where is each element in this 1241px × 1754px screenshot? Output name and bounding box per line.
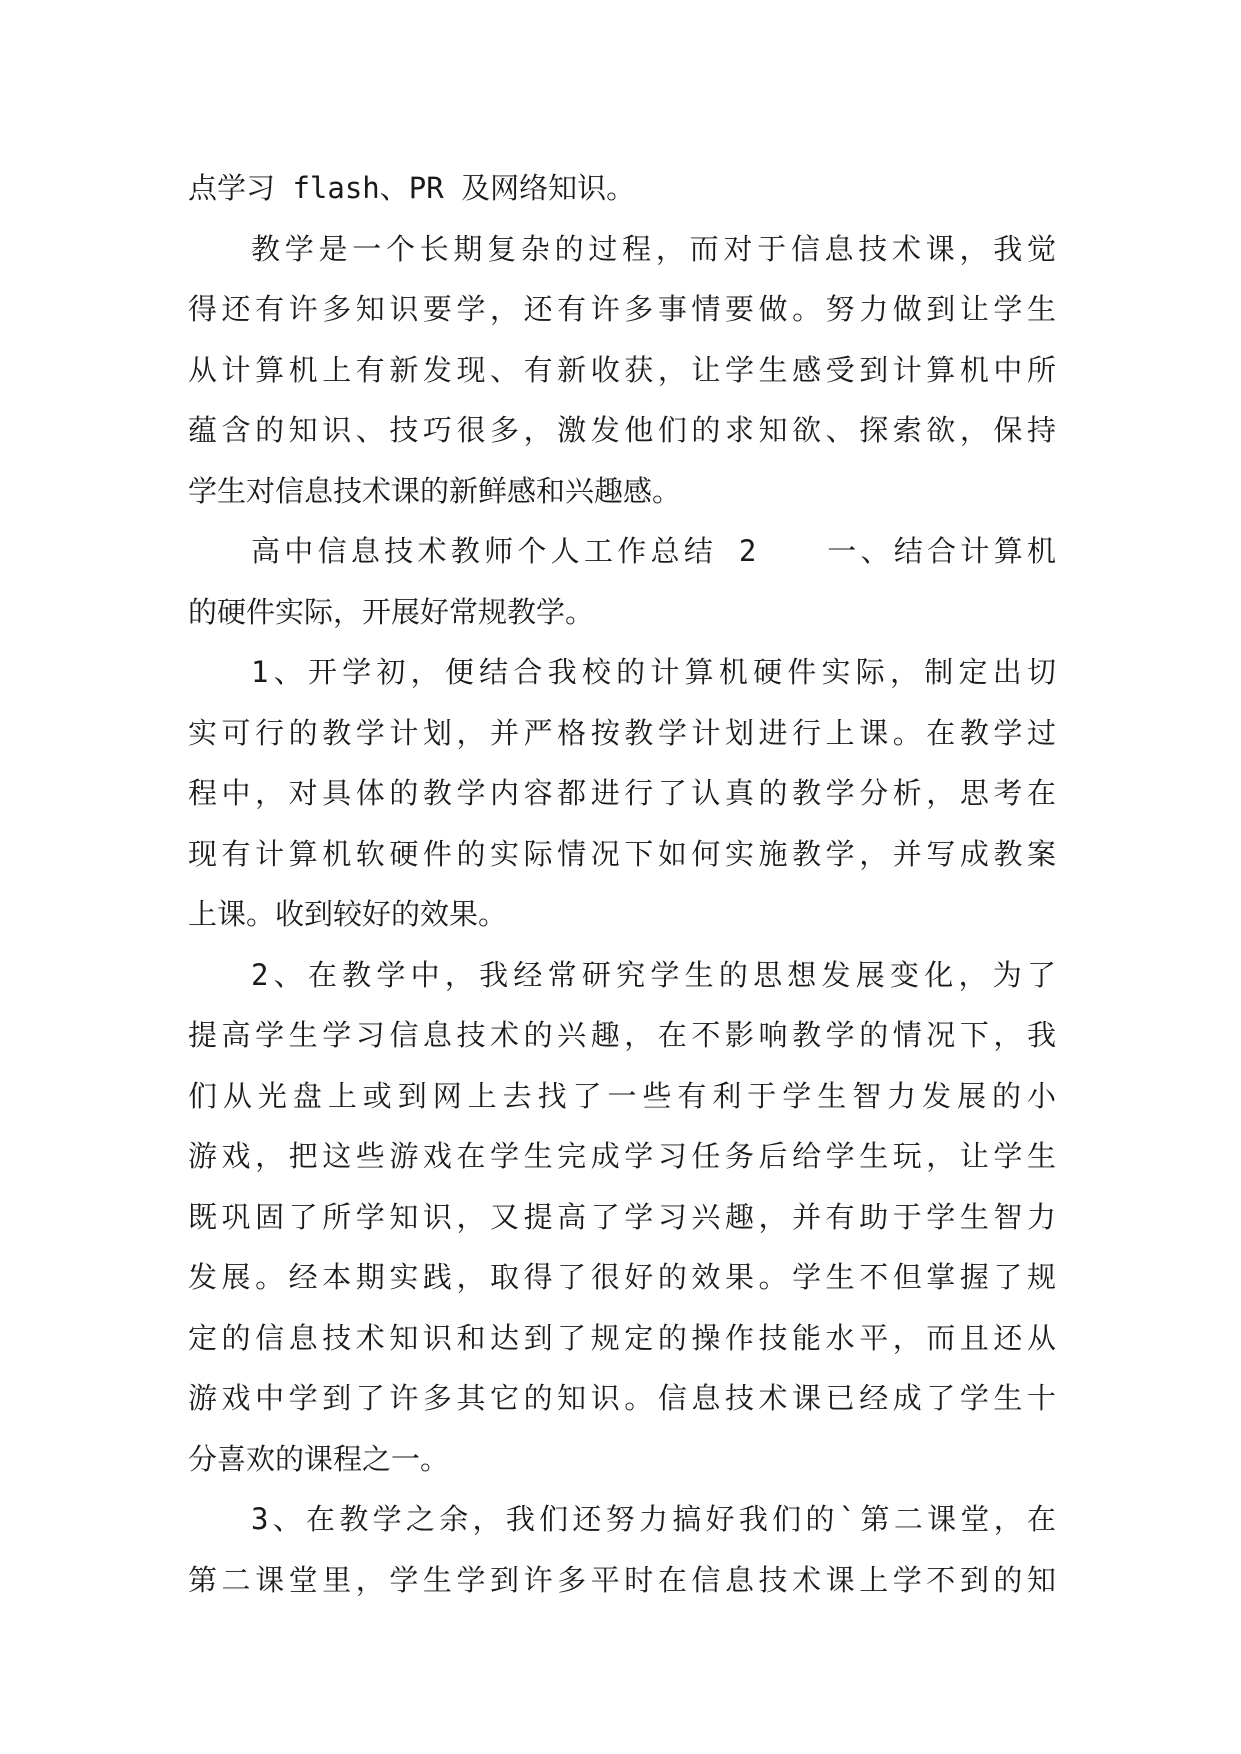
text-line: 现有计算机软硬件的实际情况下如何实施教学，并写成教案 — [188, 836, 1056, 871]
text-line: 定的信息技术知识和达到了规定的操作技能水平，而且还从 — [188, 1320, 1056, 1355]
text-line: 点学习 flash、PR 及网络知识。 — [188, 171, 636, 205]
text-line: 高中信息技术教师个人工作总结 2 一、结合计算机 — [251, 534, 1056, 568]
text-line: 1、开学初，便结合我校的计算机硬件实际，制定出切 — [251, 655, 1056, 689]
text-line: 提高学生学习信息技术的兴趣，在不影响教学的情况下，我 — [188, 1018, 1056, 1052]
text-line: 2、在教学中，我经常研究学生的思想发展变化，为了 — [251, 957, 1056, 992]
text-line: 既巩固了所学知识，又提高了学习兴趣，并有助于学生智力 — [188, 1199, 1056, 1234]
text-line: 蕴含的知识、技巧很多，激发他们的求知欲、探索欲，保持 — [188, 413, 1056, 447]
text-line: 游戏中学到了许多其它的知识。信息技术课已经成了学生十 — [188, 1381, 1056, 1415]
text-line: 程中，对具体的教学内容都进行了认真的教学分析，思考在 — [188, 776, 1056, 810]
text-line: 3、在教学之余，我们还努力搞好我们的`第二课堂，在 — [251, 1502, 1056, 1536]
text-line: 学生对信息技术课的新鲜感和兴趣感。 — [188, 473, 682, 508]
text-line: 们从光盘上或到网上去找了一些有利于学生智力发展的小 — [188, 1078, 1056, 1113]
text-line: 发展。经本期实践，取得了很好的效果。学生不但掌握了规 — [188, 1260, 1056, 1294]
text-line: 实可行的教学计划，并严格按教学计划进行上课。在教学过 — [188, 715, 1056, 750]
text-line: 从计算机上有新发现、有新收获，让学生感受到计算机中所 — [188, 352, 1056, 387]
text-line: 的硬件实际，开展好常规教学。 — [188, 594, 595, 629]
document-body — [188, 158, 1056, 1610]
text-line: 第二课堂里，学生学到许多平时在信息技术课上学不到的知 — [188, 1562, 1056, 1597]
text-line: 上课。收到较好的效果。 — [188, 897, 508, 931]
text-line: 游戏，把这些游戏在学生完成学习任务后给学生玩，让学生 — [188, 1139, 1056, 1173]
text-line: 教学是一个长期复杂的过程，而对于信息技术课，我觉 — [251, 231, 1056, 266]
text-line: 分喜欢的课程之一。 — [188, 1441, 450, 1476]
text-line: 得还有许多知识要学，还有许多事情要做。努力做到让学生 — [188, 292, 1056, 326]
